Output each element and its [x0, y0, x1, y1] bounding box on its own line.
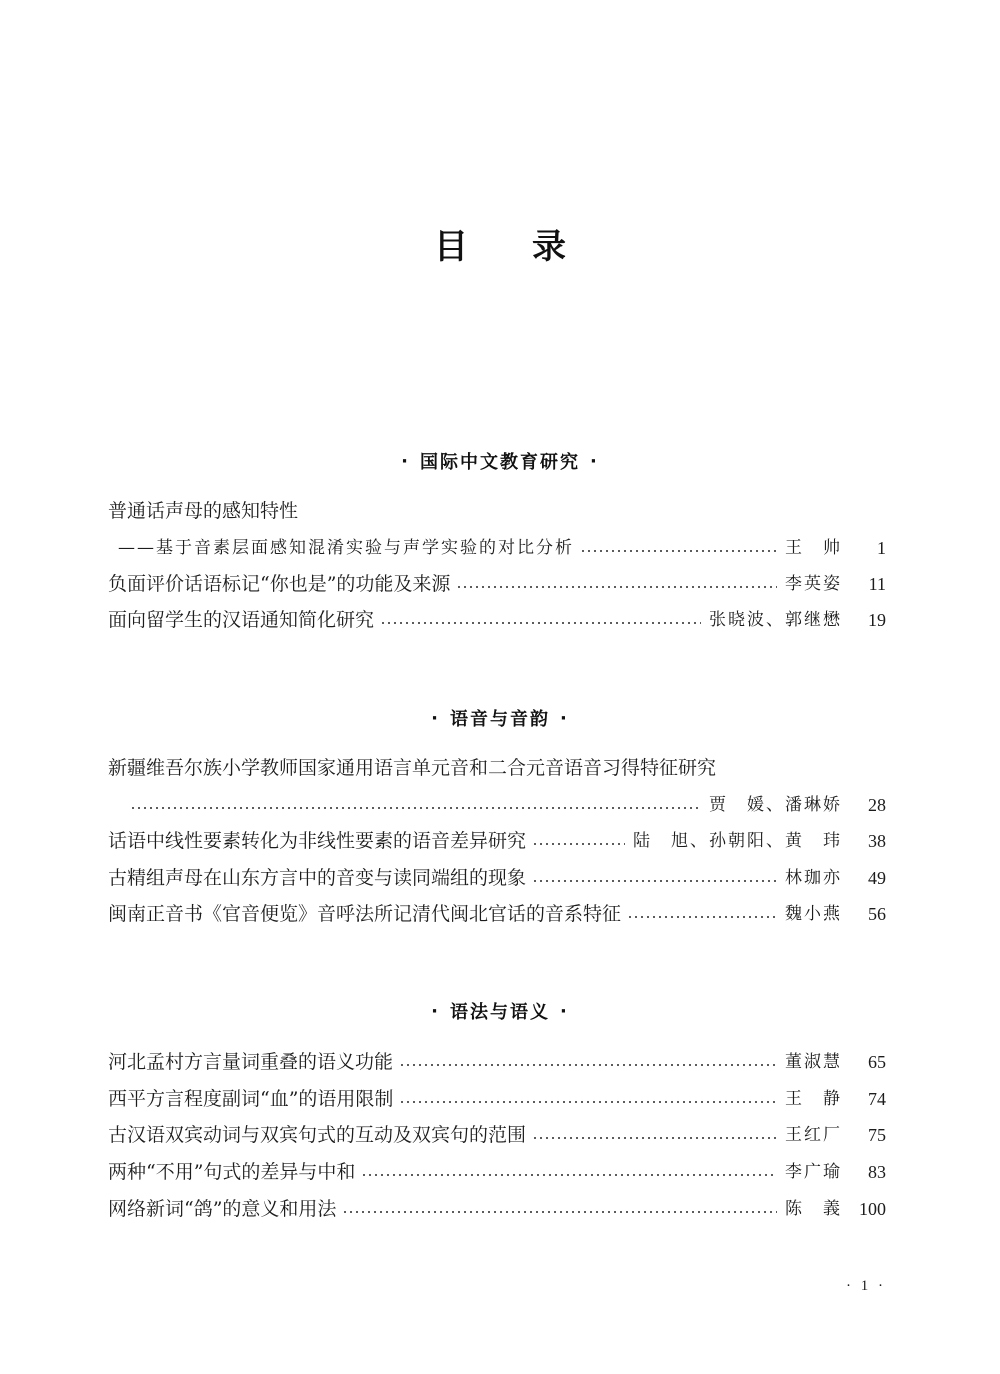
entry-page-number: 100 — [859, 1199, 886, 1219]
dot-leader — [627, 916, 777, 918]
section-heading-text: 语音与音韵 — [450, 709, 550, 730]
section-heading: · 语音与音韵 · — [0, 703, 1000, 733]
entry-title: 普通话声母的感知特性 — [108, 500, 299, 522]
entry-author: 董淑慧 — [785, 1052, 842, 1072]
dot-leader — [532, 1137, 777, 1139]
entry-title: 负面评价话语标记“你也是”的功能及来源 — [108, 573, 451, 595]
toc-section-international-education — [0, 446, 1000, 476]
toc-entry-continuation-line[interactable] — [108, 790, 886, 820]
dot-leader — [342, 1211, 777, 1213]
entry-page-number: 74 — [868, 1089, 886, 1109]
toc-entry[interactable] — [108, 826, 886, 856]
entry-author: 陈 義 — [785, 1199, 842, 1219]
section-heading-text: 语法与语义 — [450, 1002, 550, 1023]
entry-page-number: 83 — [868, 1162, 886, 1182]
toc-entry[interactable] — [108, 863, 886, 893]
page-title-char-2: 录 — [532, 226, 566, 267]
toc-section-grammar-semantics — [0, 996, 1000, 1026]
entry-author: 张晓波、郭继懋 — [709, 610, 842, 630]
dot-leader — [532, 880, 777, 882]
dot-leader — [380, 622, 701, 624]
page-title — [0, 218, 1000, 268]
toc-entry[interactable] — [108, 753, 886, 783]
dot-leader — [456, 586, 777, 588]
section-heading-text: 国际中文教育研究 — [420, 452, 580, 473]
entry-author: 王 帅 — [785, 538, 842, 558]
entry-title: 话语中线性要素转化为非线性要素的语音差异研究 — [108, 830, 527, 852]
entry-title: 河北孟村方言量词重叠的语义功能 — [108, 1051, 394, 1073]
entry-author: 李英姿 — [785, 574, 842, 594]
entry-title: 面向留学生的汉语通知简化研究 — [108, 609, 375, 631]
entry-author: 林珈亦 — [785, 868, 842, 888]
entry-author: 李广瑜 — [785, 1162, 842, 1182]
toc-entry[interactable] — [108, 569, 886, 599]
dot-leader — [399, 1101, 777, 1103]
dot-leader — [130, 807, 701, 809]
page-title-char-1: 目 — [434, 226, 468, 267]
toc-entry[interactable] — [108, 1120, 886, 1150]
section-heading: · 语法与语义 · — [0, 996, 1000, 1026]
entry-page-number: 65 — [868, 1052, 886, 1072]
entry-author: 陆 旭、孙朝阳、黄 玮 — [633, 831, 842, 851]
entry-title: 两种“不用”句式的差异与中和 — [108, 1161, 356, 1183]
entry-author: 王红厂 — [785, 1125, 842, 1145]
dot-leader — [532, 843, 625, 845]
entry-subtitle: ——基于音素层面感知混淆实验与声学实验的对比分析 — [118, 538, 574, 558]
entry-page-number: 38 — [868, 831, 886, 851]
entry-title: 西平方言程度副词“血”的语用限制 — [108, 1088, 394, 1110]
entry-page-number: 1 — [877, 538, 886, 558]
entry-author: 贾 媛、潘琳娇 — [709, 795, 842, 815]
toc-entry[interactable] — [108, 1157, 886, 1187]
entry-page-number: 11 — [868, 574, 886, 594]
dot-leader — [580, 550, 777, 552]
dot-leader — [399, 1064, 777, 1066]
entry-title: 闽南正音书《官音便览》音呼法所记清代闽北官话的音系特征 — [108, 903, 622, 925]
entry-title: 网络新词“鸽”的意义和用法 — [108, 1198, 337, 1220]
entry-author: 魏小燕 — [785, 904, 842, 924]
toc-entry[interactable] — [108, 899, 886, 929]
toc-entry[interactable] — [108, 496, 886, 526]
entry-page-number: 19 — [868, 610, 886, 630]
toc-entry[interactable] — [108, 1047, 886, 1077]
entry-page-number: 75 — [868, 1125, 886, 1145]
dot-leader — [361, 1174, 777, 1176]
toc-entry[interactable] — [108, 605, 886, 635]
entry-title: 古汉语双宾动词与双宾句式的互动及双宾句的范围 — [108, 1124, 527, 1146]
toc-entry[interactable] — [108, 1194, 886, 1224]
entry-page-number: 28 — [868, 795, 886, 815]
entry-title: 新疆维吾尔族小学教师国家通用语言单元音和二合元音语音习得特征研究 — [108, 757, 717, 779]
toc-entry[interactable] — [108, 1084, 886, 1114]
entry-author: 王 静 — [785, 1089, 842, 1109]
section-heading: · 国际中文教育研究 · — [0, 446, 1000, 476]
entry-page-number: 49 — [868, 868, 886, 888]
toc-section-phonetics-phonology — [0, 703, 1000, 733]
entry-page-number: 56 — [868, 904, 886, 924]
page-folio: · 1 · — [846, 1278, 886, 1294]
entry-title: 古精组声母在山东方言中的音变与读同端组的现象 — [108, 867, 527, 889]
toc-entry-subtitle-line[interactable] — [108, 533, 886, 563]
